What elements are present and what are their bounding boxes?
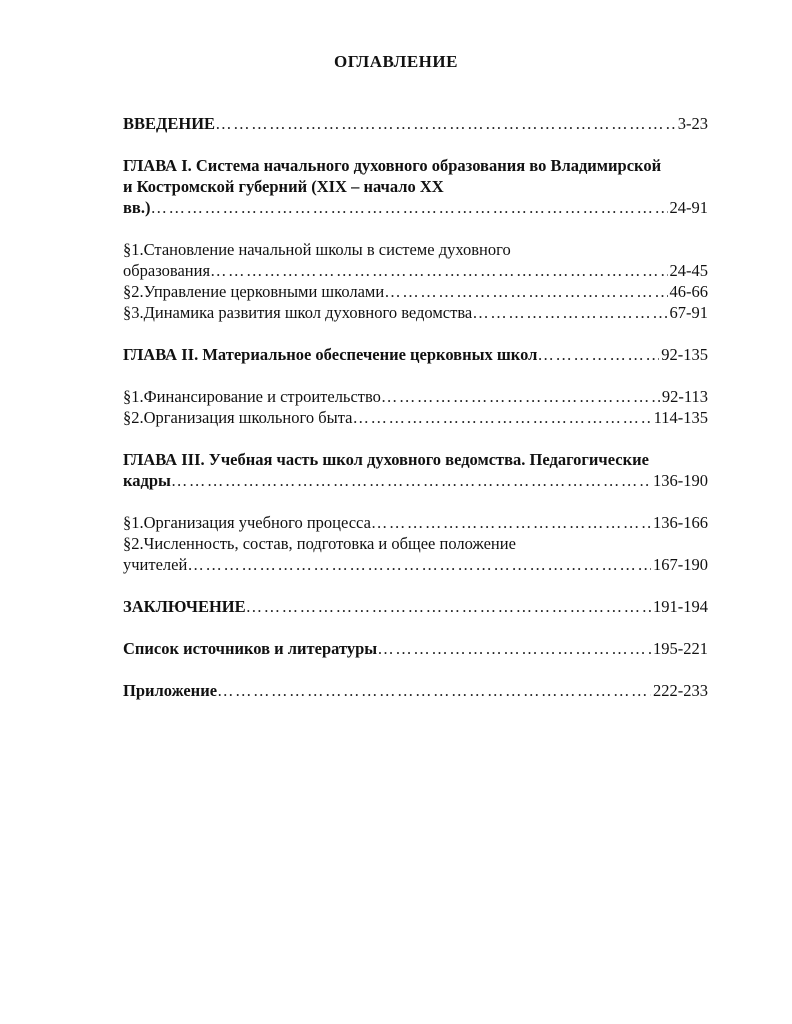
toc-entry-conclusion bbox=[123, 596, 708, 617]
toc-page-range: 114-135 bbox=[653, 408, 708, 427]
toc-section-label: §3.Динамика развития школ духовного ведомства bbox=[123, 303, 473, 322]
toc-section-3-1 bbox=[123, 512, 708, 533]
toc-page-range: 222-233 bbox=[653, 681, 708, 700]
toc-page-range: 191-194 bbox=[653, 597, 708, 616]
toc-entry-label: ВВЕДЕНИЕ bbox=[123, 114, 216, 133]
dot-leader bbox=[150, 197, 667, 218]
toc-section-label: §1.Становление начальной школы в системе духовного bbox=[123, 240, 511, 259]
toc-section-label: §1.Финансирование и строительство bbox=[123, 387, 381, 406]
toc-entry-label: Приложение bbox=[123, 681, 218, 700]
toc-page-range: 67-91 bbox=[669, 303, 708, 322]
toc-entry-chapter-1 bbox=[123, 155, 708, 218]
toc-page-range: 24-91 bbox=[669, 198, 708, 217]
toc-entry-chapter-2 bbox=[123, 344, 708, 365]
dot-leader bbox=[381, 386, 660, 407]
toc-section-label-cont: учителей bbox=[123, 555, 188, 574]
toc-entry-chapter-3 bbox=[123, 449, 708, 491]
toc-page-range: 46-66 bbox=[669, 282, 708, 301]
toc-page-range: 136-166 bbox=[653, 513, 708, 532]
toc-page-range: 24-45 bbox=[669, 261, 708, 280]
table-of-contents bbox=[123, 113, 708, 701]
toc-section-1-1 bbox=[123, 239, 708, 281]
toc-section-1-3 bbox=[123, 302, 708, 323]
toc-entry-label: ГЛАВА II. Материальное обеспечение церковных школ bbox=[123, 345, 538, 364]
toc-page-range: 195-221 bbox=[653, 639, 708, 658]
dot-leader bbox=[377, 638, 651, 659]
toc-section-label: §2.Численность, состав, подготовка и общее положение bbox=[123, 534, 516, 553]
toc-section-label-cont: образования bbox=[123, 261, 211, 280]
dot-leader bbox=[537, 344, 659, 365]
dot-leader bbox=[210, 260, 667, 281]
dot-leader bbox=[171, 470, 651, 491]
dot-leader bbox=[217, 680, 651, 701]
toc-entry-label: ГЛАВА I. Система начального духовного образования во Владимирской bbox=[123, 156, 662, 175]
dot-leader bbox=[215, 113, 676, 134]
toc-entry-label: ЗАКЛЮЧЕНИЕ bbox=[123, 597, 246, 616]
dot-leader bbox=[352, 407, 651, 428]
dot-leader bbox=[472, 302, 667, 323]
toc-section-label: §1.Организация учебного процесса bbox=[123, 513, 371, 532]
toc-entry-intro bbox=[123, 113, 708, 134]
toc-section-1-2 bbox=[123, 281, 708, 302]
dot-leader bbox=[187, 554, 651, 575]
page-title: ОГЛАВЛЕНИЕ bbox=[334, 52, 458, 71]
dot-leader bbox=[371, 512, 651, 533]
dot-leader bbox=[384, 281, 667, 302]
toc-section-label: §2.Организация школьного быта bbox=[123, 408, 353, 427]
toc-page-range: 167-190 bbox=[653, 555, 708, 574]
toc-page-range: 3-23 bbox=[677, 114, 708, 133]
toc-entry-label: ГЛАВА III. Учебная часть школ духовного ведомства. Педагогические bbox=[123, 450, 649, 469]
toc-entry-label: Список источников и литературы bbox=[123, 639, 378, 658]
toc-page-range: 92-135 bbox=[661, 345, 708, 364]
toc-section-2-1 bbox=[123, 386, 708, 407]
toc-entry-label-cont: вв.) bbox=[123, 198, 151, 217]
toc-page-range: 92-113 bbox=[661, 387, 708, 406]
dot-leader bbox=[246, 596, 651, 617]
toc-entry-label-cont: кадры bbox=[123, 471, 171, 490]
toc-entry-appendix bbox=[123, 680, 708, 701]
toc-entry-label-cont: и Костромской губерний (XIX – начало XX bbox=[123, 177, 444, 196]
toc-section-label: §2.Управление церковными школами bbox=[123, 282, 385, 301]
toc-section-3-2 bbox=[123, 533, 708, 575]
toc-section-2-2 bbox=[123, 407, 708, 428]
toc-page-range: 136-190 bbox=[653, 471, 708, 490]
toc-entry-sources bbox=[123, 638, 708, 659]
